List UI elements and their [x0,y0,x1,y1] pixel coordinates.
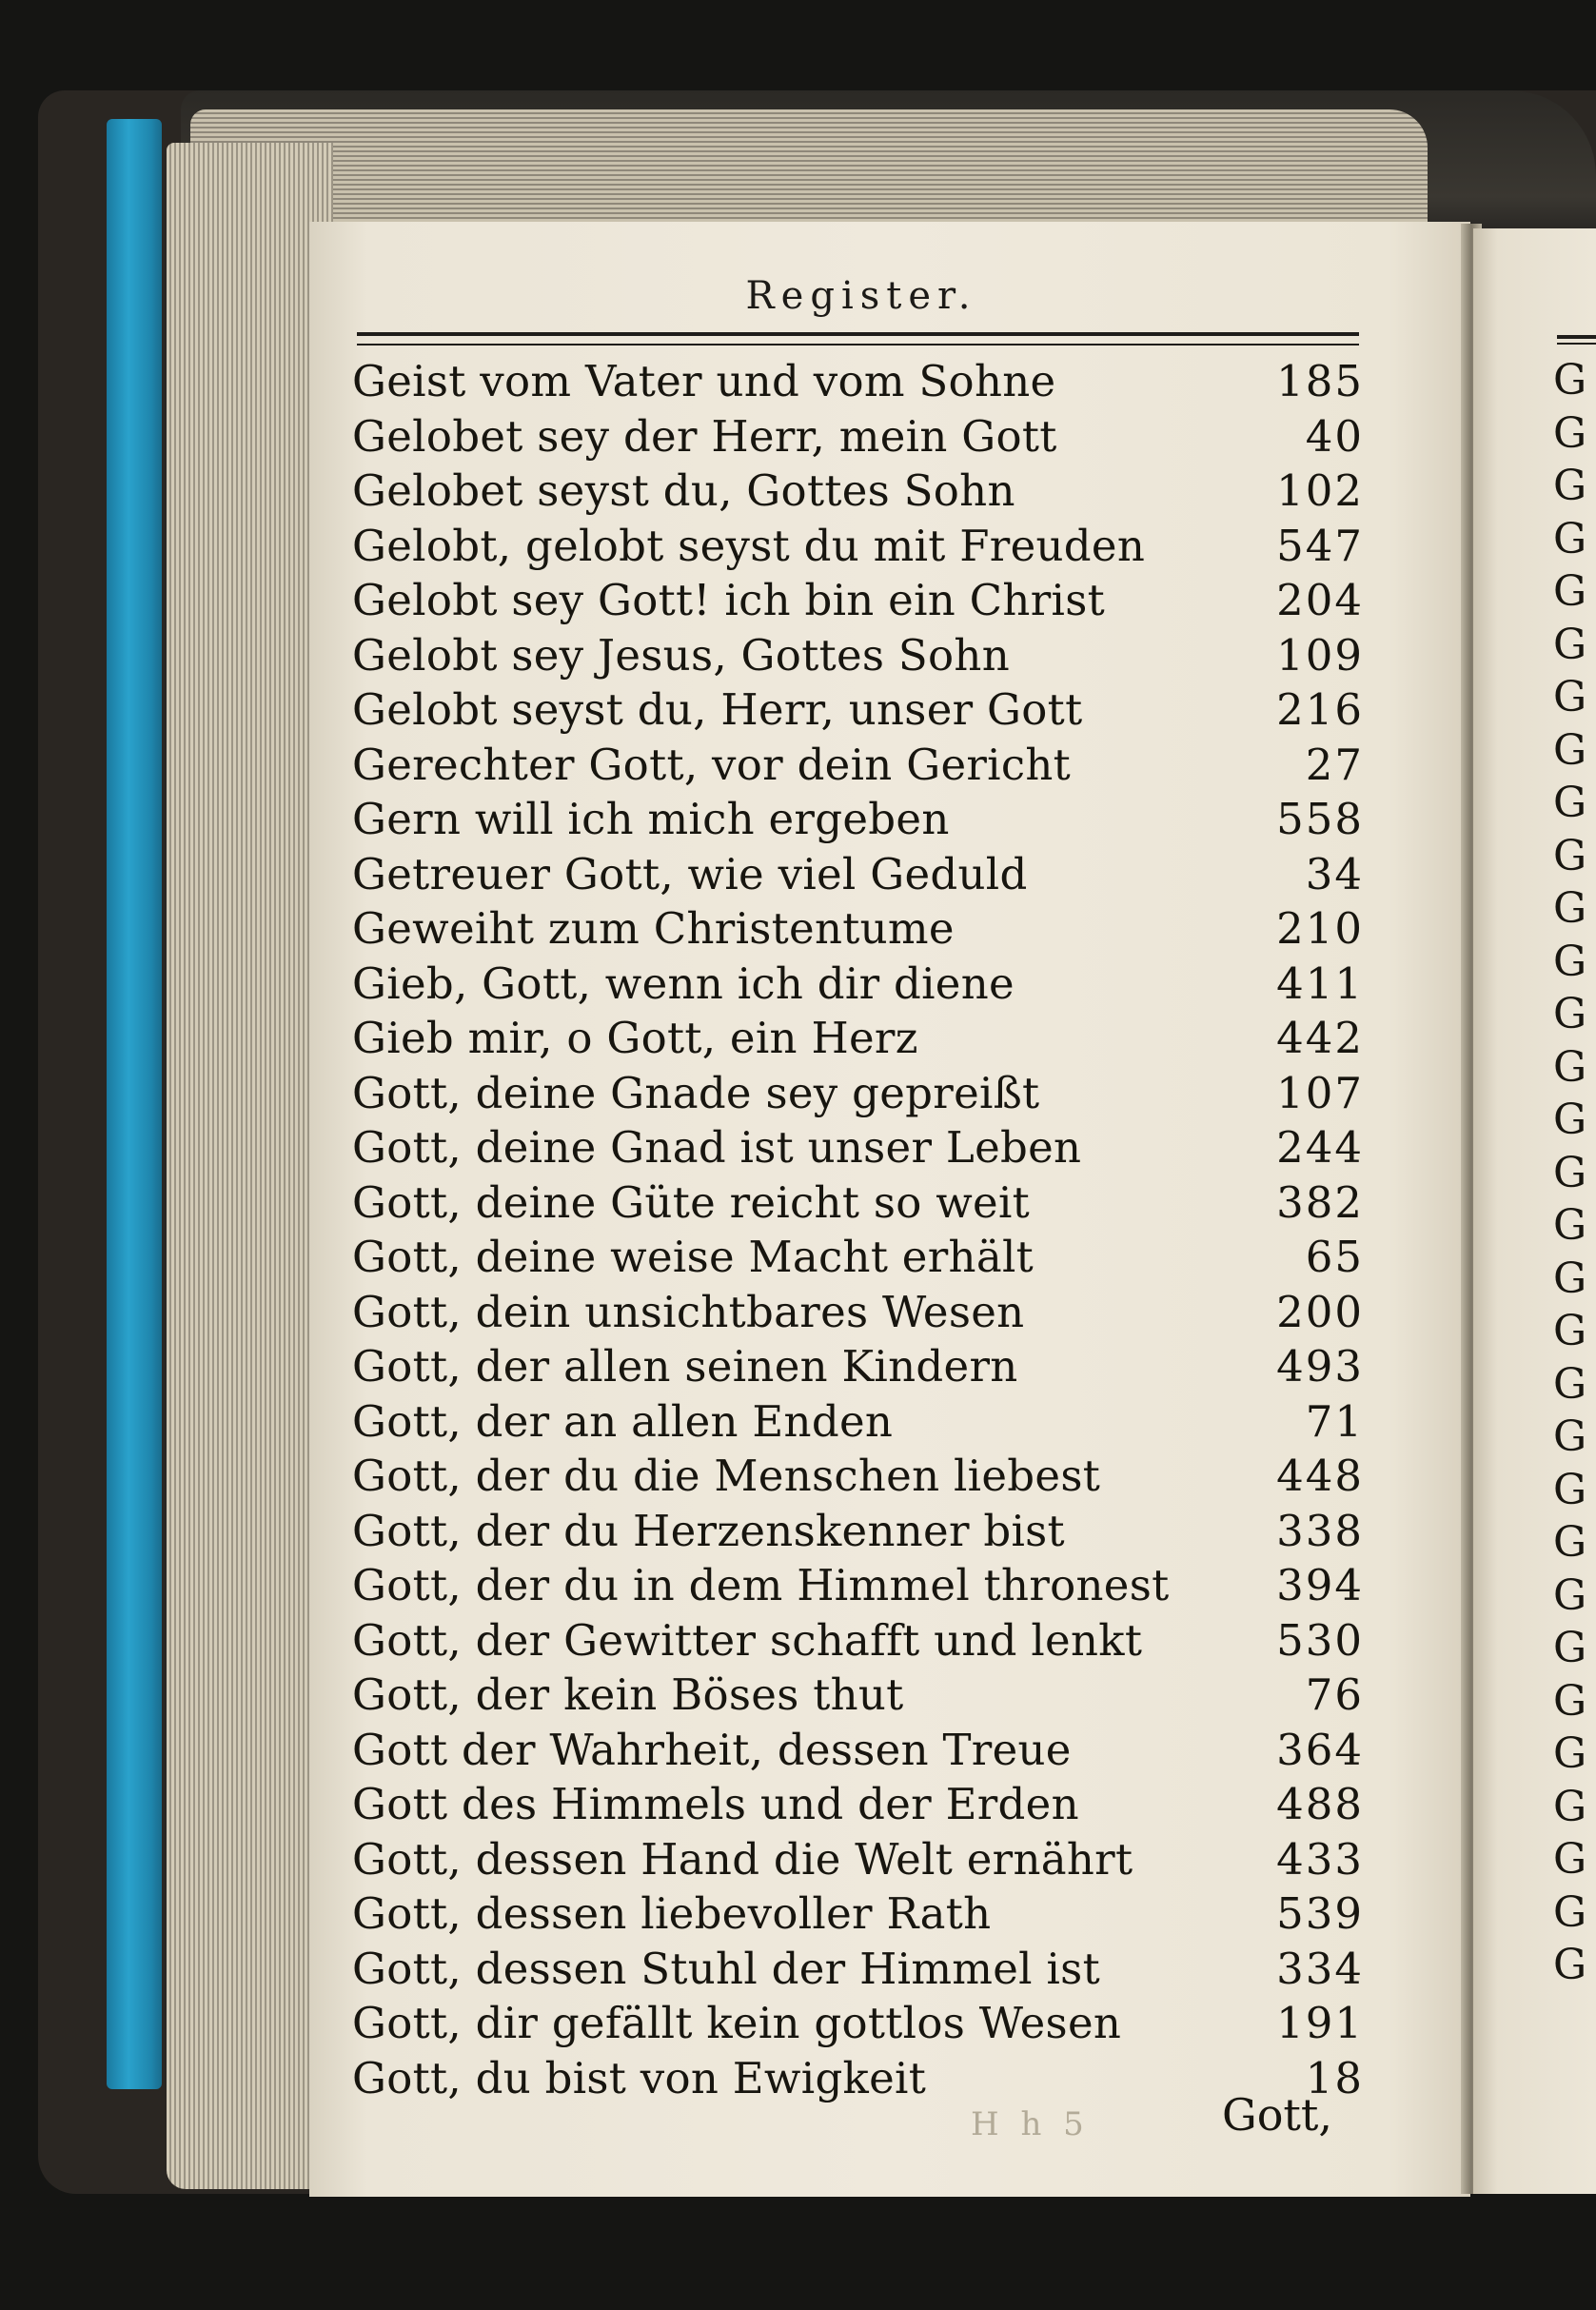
index-entry [352,354,1364,409]
index-entry [352,1504,1364,1559]
entry-page-number: 411 [1276,958,1364,1009]
entry-page-number: 71 [1305,1395,1364,1447]
entry-page-number: 204 [1276,575,1364,625]
page-block-top-edge [190,109,1428,224]
facing-page-initial: G [1553,937,1587,986]
index-entry [352,628,1364,683]
index-entry [352,1558,1364,1613]
facing-page-initial: G [1553,725,1587,775]
entry-page-number: 107 [1276,1067,1364,1118]
facing-page-initial: G [1553,779,1587,827]
facing-page-initial: G [1553,356,1587,405]
entry-title: Gott, der an allen Enden [352,1395,894,1447]
facing-page-initial: G [1553,1570,1587,1620]
index-entry [352,519,1364,574]
entry-page-number: 539 [1276,1888,1364,1939]
entry-title: Gelobt sey Gott! ich bin ein Christ [352,575,1105,625]
facing-page-initial: G [1553,620,1587,669]
book-spine-edge [107,119,162,2089]
entry-page-number: 442 [1276,1013,1364,1063]
entry-title: Gott, deine weise Macht erhält [352,1232,1034,1282]
index-entry [352,847,1364,902]
entry-page-number: 65 [1305,1232,1364,1282]
entry-page-number: 244 [1276,1122,1364,1173]
entry-title: Gerechter Gott, vor dein Gericht [352,739,1072,790]
entry-title: Getreuer Gott, wie viel Geduld [352,848,1028,899]
entry-title: Gieb mir, o Gott, ein Herz [352,1013,918,1063]
index-entries [352,354,1364,2105]
entry-title: Gott, der du in dem Himmel thronest [352,1560,1170,1610]
page-title: Register. [745,274,977,318]
index-entry [352,573,1364,628]
index-entry [352,957,1364,1012]
index-entry [352,1339,1364,1394]
index-entry [352,1886,1364,1942]
entry-title: Gott, du bist von Ewigkeit [352,2052,927,2103]
entry-page-number: 433 [1276,1833,1364,1885]
entry-page-number: 394 [1276,1560,1364,1610]
entry-title: Gieb, Gott, wenn ich dir diene [352,958,1015,1009]
entry-title: Gott, dessen liebevoller Rath [352,1888,992,1939]
facing-page-initial: G [1553,1835,1587,1884]
facing-page-initial: G [1553,1887,1587,1937]
index-entry [352,409,1364,464]
facing-page-initial: G [1553,1201,1587,1250]
entry-page-number: 493 [1276,1341,1364,1392]
facing-page-initial: G [1553,567,1587,616]
facing-page-initial: G [1553,462,1587,510]
facing-page-initial: G [1553,1465,1587,1514]
entry-title: Gott, der allen seinen Kindern [352,1341,1018,1392]
facing-page-initial: G [1553,673,1587,721]
entry-title: Gern will ich mich ergeben [352,794,950,844]
entry-title: Gott, dessen Hand die Welt ernährt [352,1833,1133,1885]
facing-page-initial: G [1553,1676,1587,1726]
entry-page-number: 547 [1276,520,1364,571]
facing-page-initial: G [1553,1941,1587,1989]
entry-page-number: 109 [1276,629,1364,681]
index-entry [352,792,1364,847]
entry-page-number: 210 [1276,903,1364,954]
entry-title: Gott, dir gefällt kein gottlos Wesen [352,1998,1122,2048]
index-entry [352,1449,1364,1504]
entry-page-number: 448 [1276,1451,1364,1501]
entry-title: Gott, der du Herzenskenner bist [352,1505,1065,1556]
index-entry [352,1777,1364,1832]
facing-page-initial: G [1553,408,1587,458]
header-rule [357,332,1359,346]
entry-title: Gott, deine Gnade sey gepreißt [352,1067,1040,1118]
facing-page-initial: G [1553,1782,1587,1831]
index-entry [352,1120,1364,1175]
entry-page-number: 191 [1276,1998,1364,2048]
facing-page-initial: G [1553,831,1587,880]
index-entry [352,738,1364,793]
entry-page-number: 334 [1276,1943,1364,1994]
entry-page-number: 27 [1305,739,1364,790]
entry-title: Gott, dessen Stuhl der Himmel ist [352,1943,1100,1994]
facing-page-initial: G [1553,1254,1587,1303]
entry-page-number: 338 [1276,1505,1364,1556]
entry-page-number: 18 [1305,2052,1364,2103]
entry-page-number: 200 [1276,1286,1364,1337]
index-entry [352,1394,1364,1450]
facing-page-initial: G [1553,1359,1587,1409]
index-entry [352,1723,1364,1778]
index-entry [352,1011,1364,1066]
entry-page-number: 40 [1305,410,1364,462]
entry-title: Gelobt sey Jesus, Gottes Sohn [352,629,1010,681]
index-entry [352,682,1364,738]
index-entry [352,1942,1364,1997]
index-entry [352,1996,1364,2051]
index-entry [352,1230,1364,1285]
entry-page-number: 185 [1276,356,1364,406]
entry-title: Geist vom Vater und vom Sohne [352,356,1056,406]
entry-title: Gelobet sey der Herr, mein Gott [352,410,1057,462]
facing-page-initial: G [1553,884,1587,933]
facing-page-initial: G [1553,990,1587,1038]
index-entry [352,1285,1364,1340]
facing-page-initial: G [1553,514,1587,563]
entry-title: Gelobt, gelobt seyst du mit Freuden [352,520,1146,571]
entry-title: Geweiht zum Christentume [352,903,955,954]
index-entry [352,464,1364,519]
signature-bleed-through: H h 5 [971,2105,1090,2143]
entry-page-number: 76 [1305,1669,1364,1720]
entry-page-number: 216 [1276,684,1364,735]
entry-title: Gott des Himmels und der Erden [352,1779,1079,1829]
entry-page-number: 34 [1305,848,1364,899]
entry-page-number: 102 [1276,465,1364,516]
entry-page-number: 364 [1276,1724,1364,1775]
facing-page-initial: G [1553,1412,1587,1461]
index-entry [352,901,1364,957]
entry-title: Gott, der Gewitter schafft und lenkt [352,1614,1143,1666]
facing-page-initial: G [1553,1624,1587,1672]
entry-title: Gelobet seyst du, Gottes Sohn [352,465,1015,516]
entry-title: Gott der Wahrheit, dessen Treue [352,1724,1072,1775]
entry-title: Gott, deine Gnad ist unser Leben [352,1122,1082,1173]
index-entry [352,1066,1364,1121]
catchword: Gott, [1221,2089,1332,2141]
index-entry [352,1175,1364,1231]
page-block-left-edge [167,143,333,2189]
entry-page-number: 488 [1276,1779,1364,1829]
entry-title: Gott, dein unsichtbares Wesen [352,1286,1025,1337]
facing-page-initial: G [1553,1096,1587,1144]
facing-page-initial: G [1553,1518,1587,1567]
entry-title: Gott, der du die Menschen liebest [352,1451,1101,1501]
facing-page-initial: G [1553,1729,1587,1778]
entry-title: Gott, deine Güte reicht so weit [352,1176,1031,1228]
facing-page-initials [1553,354,1596,1992]
facing-page-initial: G [1553,1307,1587,1355]
index-entry [352,1832,1364,1887]
entry-title: Gott, der kein Böses thut [352,1669,904,1720]
entry-page-number: 558 [1276,794,1364,844]
facing-page-rule [1557,335,1596,345]
facing-page-initial: G [1553,1042,1587,1092]
entry-title: Gelobt seyst du, Herr, unser Gott [352,684,1083,735]
entry-page-number: 382 [1276,1176,1364,1228]
index-entry [352,1668,1364,1723]
facing-page-initial: G [1553,1148,1587,1197]
index-entry [352,1613,1364,1668]
entry-page-number: 530 [1276,1614,1364,1666]
